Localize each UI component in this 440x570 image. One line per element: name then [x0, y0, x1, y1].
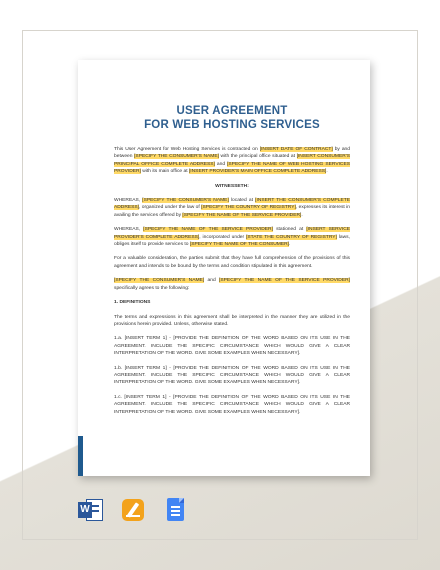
text-run: with the principal office situated at	[218, 154, 297, 160]
placeholder-highlight: [INSERT PROVIDER'S MAIN OFFICE COMPLETE ADDRESS]	[188, 169, 327, 175]
text-run: laws, obliges itself to provide services to	[114, 234, 350, 248]
agreement-paragraph	[114, 277, 350, 292]
placeholder-highlight: [SPECIFY THE NAME OF WEB HOSTING SERVICES PROVIDER]	[114, 161, 350, 175]
text-run: , incorporated under	[199, 234, 247, 240]
document-page	[78, 60, 370, 476]
placeholder-highlight: [SPECIFY THE NAME OF THE SERVICE PROVIDER]	[143, 227, 273, 233]
intro-paragraph	[114, 146, 350, 176]
section-heading-definitions: 1. DEFINITIONS	[114, 300, 151, 306]
title-line-2: FOR WEB HOSTING SERVICES	[144, 119, 320, 131]
placeholder-highlight: [SPECIFY THE CONSUMER'S NAME]	[134, 154, 219, 160]
pages-icon[interactable]	[122, 499, 144, 521]
format-icons	[78, 497, 188, 523]
placeholder-highlight: [SPECIFY THE NAME OF THE SERVICE PROVIDER]	[219, 278, 350, 284]
witnesseth-heading: WITNESSETH:	[215, 183, 249, 189]
definition-item-c: 1.c. [INSERT TERM 1] - [PROVIDE THE DEFINITION OF THE WORD BASED ON ITS USE IN THE AGREEMENT. INCLUDE THE SPECIFIC CIRCUMSTANCE WHICH WOULD GIVE A CLEAR INTERPRETATION OF THE WORD. GIVE SOME EXAMPLES WHEN NECESSARY].	[114, 394, 350, 415]
text-run: .	[289, 242, 291, 248]
text-run: , expresses its interest in availing the services offered by	[114, 205, 351, 218]
text-run: .	[301, 212, 303, 218]
placeholder-highlight: [SPECIFY THE CONSUMER'S NAME]	[142, 198, 229, 204]
placeholder-highlight: [INSERT SERVICE PROVIDER'S COMPLETE ADDRESS]	[114, 227, 350, 240]
definition-item-a: 1.a. [INSERT TERM 1] - [PROVIDE THE DEFINITION OF THE WORD BASED ON ITS USE IN THE AGREEMENT. INCLUDE THE SPECIFIC CIRCUMSTANCE WHICH WOULD GIVE A CLEAR INTERPRETATION OF THE WORD. GIVE SOME EXAMPLES WHEN NECESSARY].	[114, 336, 350, 357]
text-run: WHEREAS,	[114, 198, 143, 204]
document-title	[114, 104, 350, 132]
text-run: This User Agreement for Web Hosting Services is contracted on	[114, 147, 260, 152]
google-docs-icon[interactable]	[162, 497, 188, 523]
placeholder-highlight: [SPECIFY THE NAME OF THE SERVICE PROVIDER]	[182, 212, 302, 218]
text-run: , organized under the law of	[139, 205, 202, 211]
definition-item-b: 1.b. [INSERT TERM 1] - [PROVIDE THE DEFINITION OF THE WORD BASED ON ITS USE IN THE AGREEMENT. INCLUDE THE SPECIFIC CIRCUMSTANCE WHICH WOULD GIVE A CLEAR INTERPRETATION OF THE WORD. GIVE SOME EXAMPLES WHEN NECESSARY].	[114, 365, 350, 386]
placeholder-highlight: [INSERT CONSUMER'S PRINCIPAL OFFICE COMPLETE ADDRESS]	[114, 154, 350, 167]
consideration-paragraph: For a valuable consideration, the parties submit that they have full comprehension of the provisions of this agreement and intends to be bound by the terms and condition stipulated in this agreement.	[114, 256, 350, 269]
whereas-paragraph-2	[114, 226, 350, 248]
text-run: .	[326, 169, 328, 175]
text-run: and	[214, 161, 228, 167]
text-run: specifically agrees to the following:	[114, 285, 190, 291]
text-run: WHEREAS,	[114, 227, 144, 233]
placeholder-highlight: [INSERT DATE OF CONTRACT]	[259, 147, 333, 152]
text-run: and	[204, 278, 220, 284]
definitions-intro: The terms and expressions in this agreement shall be interpreted in the manner they are utilized in the provisions herein provided. Unless, otherwise stated.	[114, 314, 350, 327]
text-run: by and between	[114, 147, 350, 160]
placeholder-highlight: [STATE THE COUNTRY OF REGISTRY]	[246, 234, 337, 240]
placeholder-highlight: [INSERT THE CONSUMER'S COMPLETE ADDRESS]	[114, 198, 351, 211]
placeholder-highlight: [SPECIFY THE COUNTRY OF REGISTRY]	[201, 205, 296, 211]
placeholder-highlight: [SPECIFY THE CONSUMER'S NAME]	[114, 278, 205, 284]
text-run: stationed at	[272, 227, 307, 233]
text-run: with its main office at	[140, 169, 189, 175]
text-run: located at	[228, 198, 256, 204]
page-accent-stripe	[78, 436, 83, 476]
placeholder-highlight: [SPECIFY THE NAME OF THE CONSUMER]	[189, 242, 290, 248]
word-icon[interactable]: W	[78, 497, 104, 523]
whereas-paragraph-1	[114, 197, 350, 219]
title-line-1: USER AGREEMENT	[176, 105, 288, 117]
